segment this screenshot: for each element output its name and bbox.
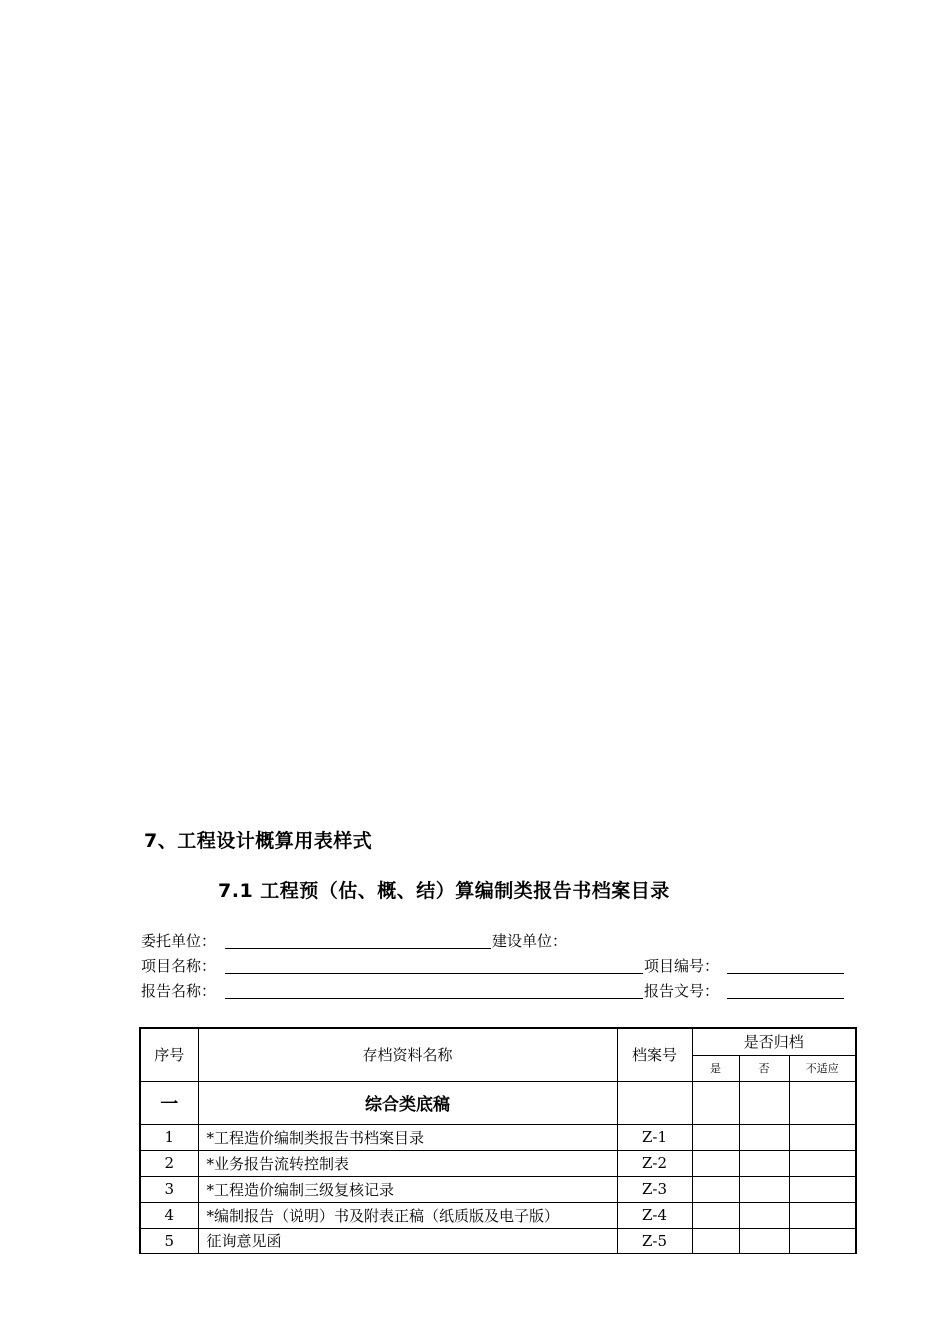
field-row-client	[141, 930, 861, 952]
project-name-blank-line	[225, 973, 643, 974]
row-seq: 1	[140, 1124, 198, 1150]
subsection-heading: 7.1 工程预（估、概、结）算编制类报告书档案目录	[218, 880, 670, 902]
section-no-cell	[739, 1081, 789, 1124]
section-archive-no-cell	[617, 1081, 692, 1124]
header-no: 否	[739, 1055, 789, 1081]
row-no-cell	[739, 1124, 789, 1150]
field-row-report	[141, 980, 861, 1002]
row-doc-name: *编制报告（说明）书及附表正稿（纸质版及电子版）	[198, 1202, 617, 1228]
builder-label: 建设单位：	[492, 932, 568, 950]
table-row	[140, 1124, 856, 1150]
report-name-label: 报告名称：	[141, 982, 217, 1000]
row-archive-no: Z-3	[617, 1176, 692, 1202]
row-yes-cell	[692, 1150, 739, 1176]
field-row-project	[141, 955, 861, 977]
row-yes-cell	[692, 1176, 739, 1202]
row-doc-name: *工程造价编制类报告书档案目录	[198, 1124, 617, 1150]
row-doc-name: 征询意见函	[198, 1228, 617, 1253]
report-name-blank-line	[225, 998, 643, 999]
section-na-cell	[789, 1081, 856, 1124]
row-na-cell	[789, 1176, 856, 1202]
section-title: 综合类底稿	[198, 1081, 617, 1124]
row-doc-name: *工程造价编制三级复核记录	[198, 1176, 617, 1202]
project-no-label: 项目编号：	[644, 957, 720, 975]
row-archive-no: Z-1	[617, 1124, 692, 1150]
archive-catalog-table	[139, 1027, 857, 1254]
row-na-cell	[789, 1150, 856, 1176]
client-blank-line	[225, 948, 491, 949]
row-no-cell	[739, 1176, 789, 1202]
table-row	[140, 1228, 856, 1253]
row-archive-no: Z-2	[617, 1150, 692, 1176]
header-doc-name: 存档资料名称	[198, 1028, 617, 1081]
row-doc-name: *业务报告流转控制表	[198, 1150, 617, 1176]
row-seq: 3	[140, 1176, 198, 1202]
header-yes: 是	[692, 1055, 739, 1081]
row-no-cell	[739, 1228, 789, 1253]
row-seq: 5	[140, 1228, 198, 1253]
project-no-blank-line	[727, 973, 844, 974]
project-name-label: 项目名称：	[141, 957, 217, 975]
header-seq: 序号	[140, 1028, 198, 1081]
row-no-cell	[739, 1202, 789, 1228]
row-archive-no: Z-4	[617, 1202, 692, 1228]
report-doc-no-label: 报告文号：	[644, 982, 720, 1000]
row-na-cell	[789, 1202, 856, 1228]
row-yes-cell	[692, 1124, 739, 1150]
row-seq: 4	[140, 1202, 198, 1228]
row-na-cell	[789, 1124, 856, 1150]
row-yes-cell	[692, 1202, 739, 1228]
row-na-cell	[789, 1228, 856, 1253]
table-row	[140, 1150, 856, 1176]
row-archive-no: Z-5	[617, 1228, 692, 1253]
row-no-cell	[739, 1150, 789, 1176]
client-label: 委托单位：	[141, 932, 217, 950]
header-archive-no: 档案号	[617, 1028, 692, 1081]
row-yes-cell	[692, 1228, 739, 1253]
section-heading: 7、工程设计概算用表样式	[144, 830, 373, 852]
table-row	[140, 1176, 856, 1202]
table-header-row	[140, 1028, 856, 1055]
table-row	[140, 1202, 856, 1228]
row-seq: 2	[140, 1150, 198, 1176]
header-archived: 是否归档	[692, 1028, 856, 1055]
section-number: 一	[140, 1081, 198, 1124]
section-row	[140, 1081, 856, 1124]
report-doc-no-blank-line	[727, 998, 844, 999]
section-yes-cell	[692, 1081, 739, 1124]
header-na: 不适应	[789, 1055, 856, 1081]
